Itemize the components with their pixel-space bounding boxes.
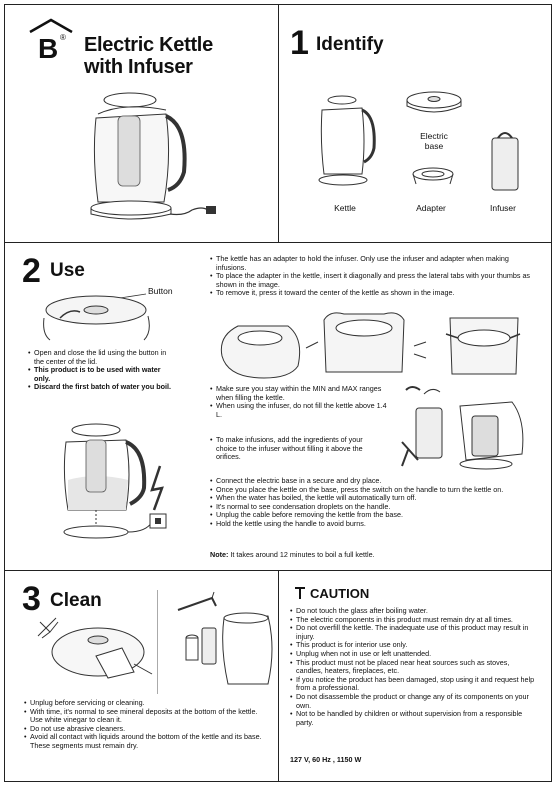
boil-time-note: Note: It takes around 12 minutes to boil a full kettle. — [210, 550, 375, 559]
caution-item: • This product is for interior use only. — [290, 641, 536, 650]
cleaning-instruction: • Avoid all contact with liquids around the bottom of the kettle and its base. These segments must remain dry. — [24, 733, 270, 750]
caution-title: CAUTION — [310, 586, 370, 601]
brand-logo — [28, 16, 74, 62]
infuser-icon — [488, 130, 522, 194]
caution-item: • Unplug when not in use or left unattended. — [290, 650, 536, 659]
caution-item: • Do not disassemble the product or change any of its components on your own. — [290, 693, 536, 710]
caution-item: • Do not touch the glass after boiling water. — [290, 607, 536, 616]
label-adapter: Adapter — [416, 203, 446, 213]
caution-item: • Do not overfill the kettle. The inadequate use of this product may result in injury. — [290, 624, 536, 641]
electrical-specs: 127 V, 60 Hz , 1150 W — [290, 755, 362, 764]
caution-item: • This product must not be placed near heat sources such as stoves, candles, heaters, fireplaces, etc. — [290, 659, 536, 676]
adapter-instruction: • The kettle has an adapter to hold the infuser. Only use the infuser and adapter when making infusions. — [210, 255, 532, 272]
lid-instruction: • Discard the first batch of water you boil. — [28, 383, 178, 392]
infuser-instructions-list — [210, 385, 390, 419]
label-infuser: Infuser — [490, 203, 516, 213]
electric-base-icon — [404, 88, 464, 118]
operation-instructions-list — [210, 477, 532, 529]
kettle-illustration-large — [84, 86, 234, 226]
infusion-instruction: • To make infusions, add the ingredients of your choice to the infuser without filling it above the orifices. — [210, 436, 384, 462]
cleaning-instruction: • Unplug before servicing or cleaning. — [24, 699, 270, 708]
section-title-identify: Identify — [316, 34, 384, 55]
lid-button-illustration — [40, 288, 156, 340]
divider-header — [278, 4, 279, 242]
lid-instruction: • This product is to be used with water only. — [28, 366, 178, 383]
operation-instruction: • Connect the electric base in a secure and dry place. — [210, 477, 532, 486]
infuser-filling-illustration — [398, 380, 532, 472]
cleaning-instruction: • Do not use abrasive cleaners. — [24, 725, 270, 734]
adapter-instruction: • To remove it, press it toward the center of the kettle as shown in the image. — [210, 289, 532, 298]
adapter-icon — [410, 164, 456, 190]
adapter-instructions-list — [210, 255, 532, 298]
infuser-instruction: • Make sure you stay within the MIN and MAX ranges when filling the kettle. — [210, 385, 390, 402]
lid-instruction: • Open and close the lid using the button in the center of the lid. — [28, 349, 178, 366]
kettle-icon — [316, 92, 382, 192]
section-number-3: 3 — [22, 580, 41, 618]
faucet-infuser-kettle-illustration — [172, 588, 276, 694]
clean-illustration-divider — [157, 590, 158, 694]
caution-list — [290, 607, 536, 727]
section-title-use: Use — [50, 260, 85, 281]
cleaning-instruction: • With time, it's normal to see mineral deposits at the bottom of the kettle. Use white vinegar to clean it. — [24, 708, 270, 725]
section-number-1: 1 — [290, 24, 309, 62]
infusion-instructions-list — [210, 436, 384, 462]
unplug-cleaning-illustration — [36, 612, 156, 682]
infuser-instruction: • When using the infuser, do not fill the kettle above 1.4 L. — [210, 402, 390, 419]
adapter-insertion-illustrations — [214, 308, 534, 382]
divider-section-1-2 — [4, 242, 552, 243]
adapter-instruction: • To place the adapter in the kettle, insert it diagonally and press the lateral tabs with your thumbs as shown in the image. — [210, 272, 532, 289]
lid-instructions-list — [28, 349, 178, 392]
svg-text:®: ® — [60, 33, 66, 42]
kettle-on-base-illustration — [56, 418, 186, 548]
operation-instruction: • When the water has boiled, the kettle will automatically turn off. — [210, 494, 532, 503]
operation-instruction: • Once you place the kettle on the base, press the switch on the handle to turn the kettle on. — [210, 486, 532, 495]
operation-instruction: • It's normal to see condensation droplets on the handle. — [210, 503, 532, 512]
caution-item: • Not to be handled by children or without supervision from a responsible party. — [290, 710, 536, 727]
label-electric-base: Electric base — [420, 131, 448, 151]
operation-instruction: • Hold the kettle using the handle to avoid burns. — [210, 520, 532, 529]
cleaning-instructions-list — [24, 699, 270, 751]
caution-icon — [294, 586, 306, 600]
svg-text:B: B — [38, 33, 59, 64]
divider-clean-caution — [278, 570, 279, 782]
caution-item: • The electric components in this product must remain dry at all times. — [290, 616, 536, 625]
caution-item: • If you notice the product has been damaged, stop using it and request help from a professional. — [290, 676, 536, 693]
button-callout-label: Button — [148, 286, 173, 296]
label-kettle: Kettle — [334, 203, 356, 213]
section-title-clean: Clean — [50, 590, 102, 611]
section-number-2: 2 — [22, 252, 41, 290]
page-title: Electric Kettle with Infuser — [84, 34, 213, 78]
operation-instruction: • Unplug the cable before removing the kettle from the base. — [210, 511, 532, 520]
